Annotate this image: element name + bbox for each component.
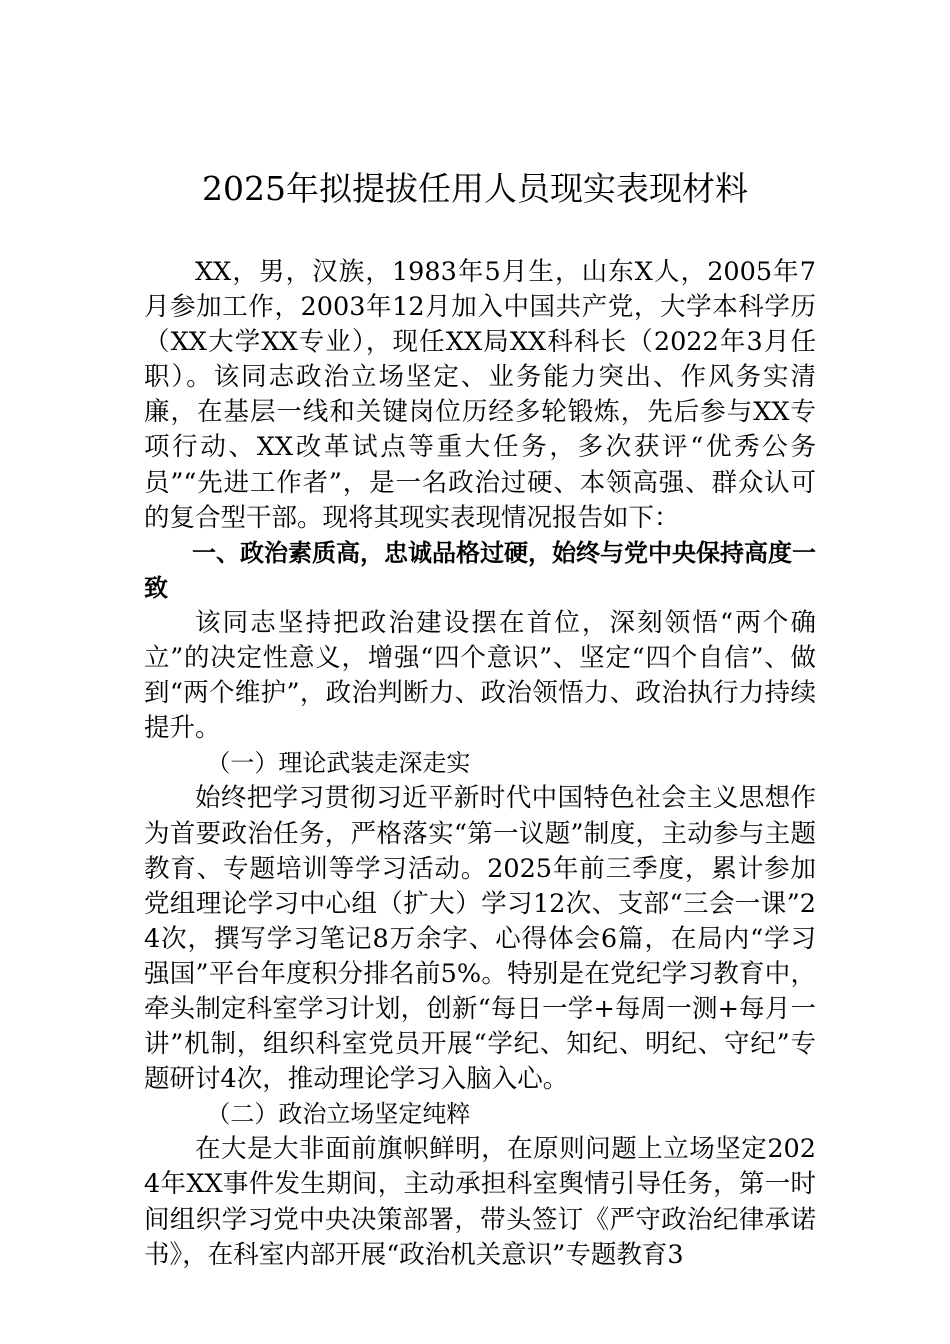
document-body bbox=[144, 255, 816, 1273]
document-title: 2025年拟提拔任用人员现实表现材料 bbox=[202, 169, 748, 208]
subsection-2-paragraph: 在大是大非面前旗帜鲜明，在原则问题上立场坚定2024年XX事件发生期间，主动承担科室舆情引导任务，第一时间组织学习党中央决策部署，带头签订《严守政治纪律承诺书》，在科室内部开展“政治机关意识”专题教育3 bbox=[144, 1134, 816, 1270]
subsection-2-heading: （二）政治立场坚定纯粹 bbox=[206, 1100, 471, 1129]
section-1-heading: 一、政治素质高，忠诚品格过硬，始终与党中央保持高度一致 bbox=[144, 538, 816, 602]
subsection-1-paragraph: 始终把学习贯彻习近平新时代中国特色社会主义思想作为首要政治任务，严格落实“第一议题”制度，主动参与主题教育、专题培训等学习活动。2025年前三季度，累计参加党组理论学习中心组（扩大）学习12次、支部“三会一课”24次，撰写学习笔记8万余字、心得体会6篇，在局内“学习强国”平台年度积分排名前5%。特别是在党纪学习教育中，牵头制定科室学习计划，创新“每日一学+每周一测+每月一讲”机制，组织科室党员开展“学纪、知纪、明纪、守纪”专题研讨4次，推动理论学习入脑入心。 bbox=[144, 783, 816, 1095]
subsection-1-heading: （一）理论武装走深走实 bbox=[206, 749, 471, 778]
section-1-paragraph: 该同志坚持把政治建设摆在首位，深刻领悟“两个确立”的决定性意义，增强“四个意识”、坚定“四个自信”、做到“两个维护”，政治判断力、政治领悟力、政治执行力持续提升。 bbox=[144, 607, 816, 744]
intro-paragraph: XX，男，汉族，1983年5月生，山东X人，2005年7月参加工作，2003年12月加入中国共产党，大学本科学历（XX大学XX专业），现任XX局XX科科长（2022年3月任职）。该同志政治立场坚定、业务能力突出、作风务实清廉，在基层一线和关键岗位历经多轮锻炼，先后参与XX专项行动、XX改革试点等重大任务，多次获评“优秀公务员”“先进工作者”，是一名政治过硬、本领高强、群众认可的复合型干部。现将其现实表现情况报告如下： bbox=[144, 257, 816, 533]
